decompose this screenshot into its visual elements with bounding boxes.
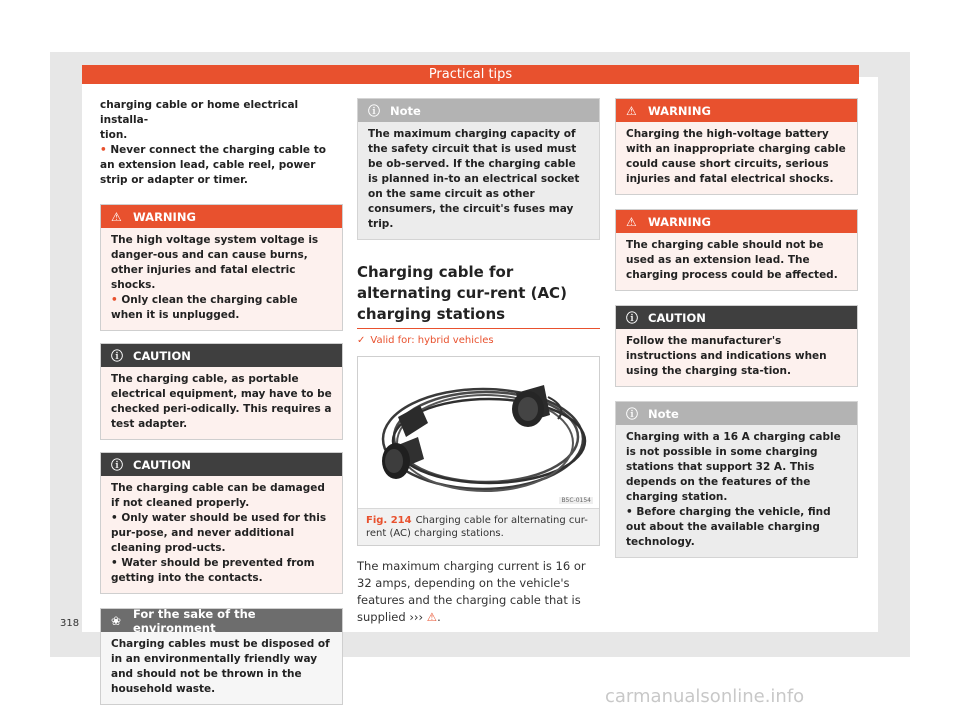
validity-line: ✓ Valid for: hybrid vehicles (357, 335, 494, 346)
charging-cable-illustration (358, 357, 599, 508)
figure-caption: Fig. 214 Charging cable for alternating cur-rent (AC) charging stations. (358, 508, 599, 545)
warning-box (100, 204, 343, 331)
note-box (615, 401, 858, 558)
section-heading: Charging cable for alternating cur-rent (AC) charging stations (357, 263, 567, 323)
note-header: ⓘ Note (616, 402, 857, 425)
info-icon: ⓘ (368, 104, 381, 118)
column-right (615, 98, 858, 558)
page-number: 318 (60, 618, 80, 629)
environment-box (100, 608, 343, 705)
caution-circle-icon: ⓘ (626, 311, 639, 325)
note-header: ⓘ Note (358, 99, 599, 122)
caution-box-2 (100, 452, 343, 594)
note-text: Charging with a 16 A charging cable is not possible in some charging stations that support 32 A. This depends on the features of the charging station. (626, 431, 841, 503)
warning-triangle-icon: ⚠ (426, 610, 438, 624)
note-box (357, 98, 600, 240)
caution-box (100, 343, 343, 440)
section-header: Practical tips (82, 65, 859, 84)
caution-header: ⓘ CAUTION (101, 453, 342, 476)
warning-triangle-icon: ⚠ (111, 209, 122, 224)
warning-box (615, 98, 858, 195)
caution-text: The charging cable can be damaged if not cleaned properly. (111, 482, 325, 509)
warning-header: ⚠ WARNING (101, 205, 342, 228)
charging-cable-image (358, 357, 599, 508)
figure-code: B5C-0154 (561, 497, 591, 504)
environment-header: ❀ For the sake of the environment (101, 609, 342, 632)
warning-box-2 (615, 209, 858, 291)
caution-text: Follow the manufacturer's instructions and indications when using the charging sta-tion. (626, 335, 827, 377)
note-text: The maximum charging capacity of the safety circuit that is used must be ob-served. If the charging cable is planned in-to an electrical socket on the same circuit as other consumers, the circuit's fuses may trip. (368, 128, 580, 230)
warning-bullet: • Only clean the charging cable when it is unplugged. (111, 294, 298, 321)
column-left (100, 98, 343, 705)
warning-triangle-icon: ⚠ (626, 214, 637, 229)
note-bullet: • Before charging the vehicle, find out about the available charging technology. (626, 506, 831, 548)
caution-text: The charging cable, as portable electrical equipment, may have to be checked peri-odically. This requires a test adapter. (111, 373, 332, 430)
intro-bullet: • Never connect the charging cable to an extension lead, cable reel, power strip or adapter or timer. (100, 144, 326, 186)
environment-text: Charging cables must be disposed of in an environmentally friendly way and should not be thrown in the household waste. (111, 638, 330, 695)
watermark: carmanualsonline.info (605, 686, 805, 707)
warning-text: The high voltage system voltage is danger-ous and can cause burns, other injuries and fatal electric shocks. (111, 234, 319, 291)
caution-bullet: • Only water should be used for this pur-pose, and never additional cleaning prod-ucts. (111, 512, 327, 554)
warning-triangle-icon: ⚠ (626, 103, 637, 118)
caution-circle-icon: ⓘ (111, 458, 124, 472)
figure (357, 356, 600, 546)
column-middle (357, 98, 600, 626)
caution-box (615, 305, 858, 387)
warning-text: The charging cable should not be used as an extension lead. The charging process could be affected. (626, 239, 838, 281)
body-text: The maximum charging current is 16 or 32 amps, depending on the vehicle's features and the charging cable that is supplied ››› ⚠. (357, 559, 586, 624)
caution-header: ⓘ CAUTION (101, 344, 342, 367)
warning-header: ⚠ WARNING (616, 210, 857, 233)
intro-text: charging cable or home electrical installa- tion. (100, 99, 299, 141)
checkmark-icon: ✓ (357, 335, 366, 346)
caution-header: ⓘ CAUTION (616, 306, 857, 329)
warning-text: Charging the high-voltage battery with an inappropriate charging cable could cause short circuits, serious injuries and fatal electrical shocks. (626, 128, 846, 185)
caution-bullet: • Water should be prevented from getting into the contacts. (111, 557, 315, 584)
heading-rule (357, 328, 600, 329)
caution-circle-icon: ⓘ (111, 349, 124, 363)
info-icon: ⓘ (626, 407, 639, 421)
leaf-icon: ❀ (111, 613, 122, 628)
cross-reference-link[interactable]: ››› (409, 610, 424, 624)
warning-header: ⚠ WARNING (616, 99, 857, 122)
